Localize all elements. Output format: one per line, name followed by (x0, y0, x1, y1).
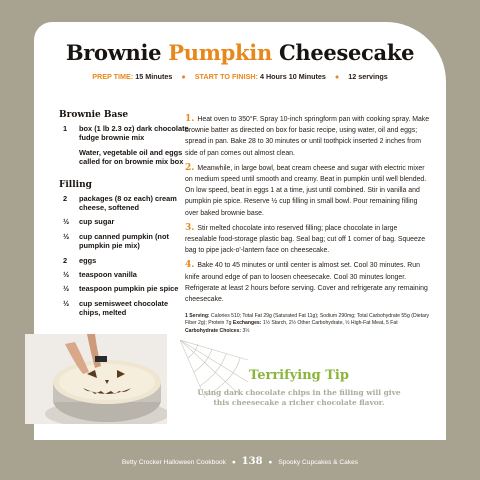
ingredient-item: ½ teaspoon pumpkin pie spice (63, 284, 179, 294)
ingredient-item: Water, vegetable oil and eggs called for on brownie mix box (79, 147, 184, 167)
direction-step: 1. Heat oven to 350°F. Spray 10-inch springform pan with cooking spray. Make brownie batter as directed on box for basic recipe, using water, oil and eggs; spread in pan. Bake 28 to 30 minutes or until toothpick inserted 2 inches from side of pan comes out almost clean. (185, 114, 430, 157)
tip-body: Using dark chocolate chips in the filling will give this cheesecake a richer chocolate flavor. (197, 388, 401, 407)
page-footer (0, 456, 480, 467)
ingredient-item: ½ cup canned pumpkin (not pumpkin pie mix) (63, 231, 169, 251)
bullet-icon: ● (334, 72, 340, 81)
bullet-icon: ● (231, 459, 236, 466)
ingredient-item: ½ teaspoon vanilla (63, 270, 137, 280)
direction-step: 4. Bake 40 to 45 minutes or until center is almost set. Cool 30 minutes. Run knife around edge of pan to loosen cheesecake. Cool 30 minutes longer. Refrigerate at least 2 hours before serving. Cover and refrigerate any remaining cheesecake. (185, 260, 428, 304)
recipe-meta (34, 72, 446, 81)
tip-title: Terrifying Tip (249, 368, 349, 383)
ingredient-item: 1 box (1 lb 2.3 oz) dark chocolate fudge brownie mix (63, 124, 189, 143)
nutrition-info: 1 Serving: Calories 510; Total Fat 29g (Saturated Fat 11g); Sodium 290mg; Total Carbohydrate 55g (Dietary Fiber 2g); Protein 7g Exchanges: 1½ Starch, 2½ Other Carbohydrate, ½ High-Fat Meat, 5 Fat Carbohydrate Choices: 3½ (185, 313, 430, 334)
directions (185, 114, 430, 335)
ingredient-item: ½ cup sugar (63, 217, 115, 227)
cheesecake-photo (25, 334, 167, 424)
ingredient-item: ½ cup semisweet chocolate chips, melted (63, 298, 169, 318)
direction-step: 2. Meanwhile, in large bowl, beat cream cheese and sugar with electric mixer on medium speed until smooth and creamy. Beat in pumpkin until well blended. On low speed, beat in eggs 1 at a time, just until combined. Stir in vanilla and pumpkin pie spice. Reserve ½ cup filling in small bowl. Pour remaining filling over baked brownie base. (185, 162, 427, 217)
prep-value: 15 Minutes (135, 72, 173, 81)
bullet-icon: ● (268, 459, 273, 466)
finish-label: START TO FINISH: (194, 72, 258, 81)
page-title: Brownie Pumpkin Cheesecake (65, 40, 415, 65)
ingredient-item: 2 eggs (63, 255, 97, 265)
ingredient-item: 2 packages (8 oz each) cream cheese, softened (63, 193, 177, 213)
finish-value: 4 Hours 10 Minutes (259, 72, 326, 81)
ingredients (59, 110, 189, 323)
title-highlight: Pumpkin (168, 40, 272, 65)
prep-label: PREP TIME: (92, 72, 134, 81)
page-number: 138 (241, 456, 263, 467)
bullet-icon: ● (181, 72, 186, 81)
book-title: Betty Crocker Halloween Cookbook (121, 459, 226, 466)
direction-step: 3. Stir melted chocolate into reserved filling; place chocolate in large resealable food-storage plastic bag. Seal bag; cut off 1 corner of bag. Squeeze bag to pipe jack-o'-lantern face on cheesecake. (185, 222, 426, 255)
chapter-title: Spooky Cupcakes & Cakes (278, 459, 359, 466)
servings: 12 servings (348, 72, 388, 81)
filling-heading: Filling (59, 179, 92, 190)
brownie-base-heading: Brownie Base (59, 110, 129, 120)
